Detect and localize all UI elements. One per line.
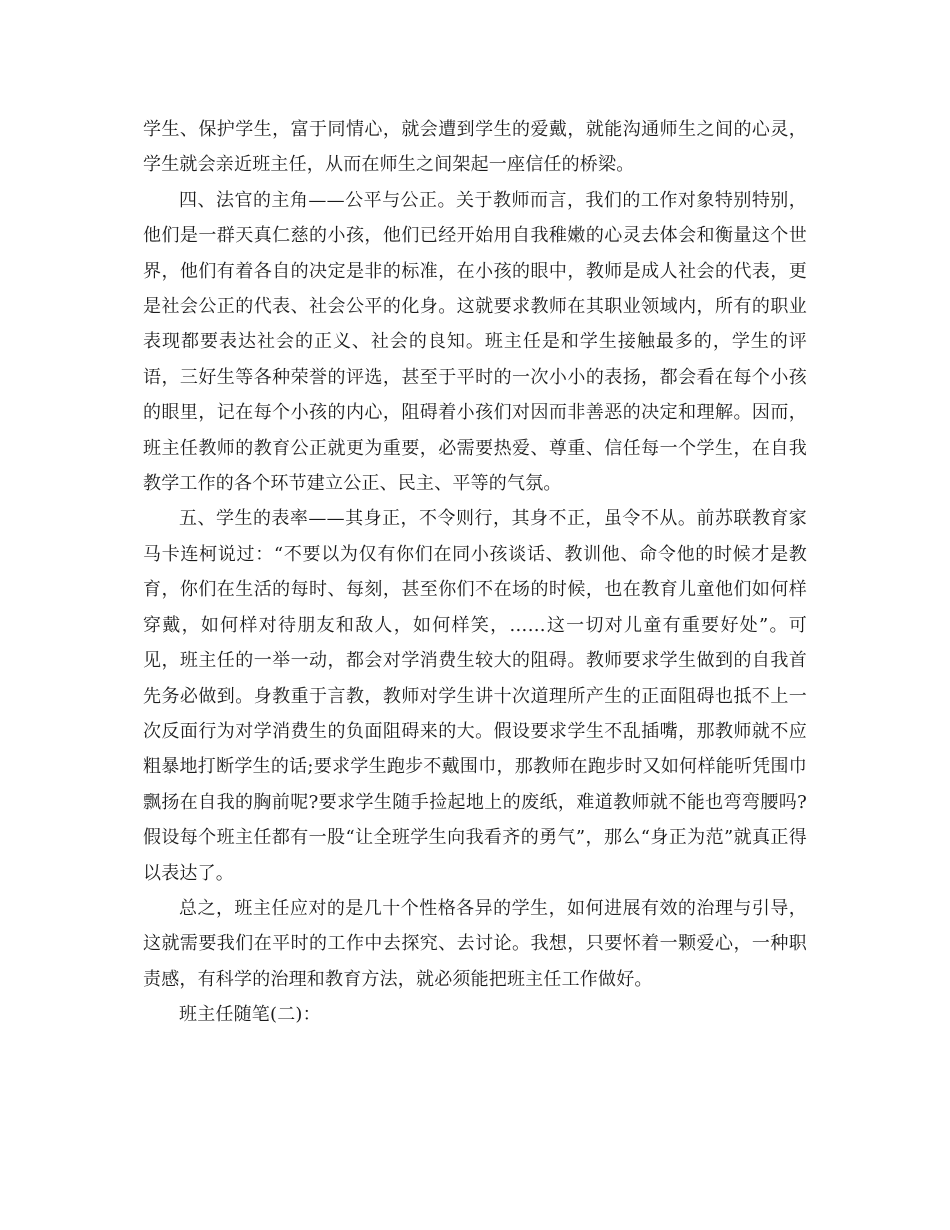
paragraph-role-model: 五、学生的表率——其身正，不令则行，其身不正，虽令不从。前苏联教育家马卡连柯说过：“不要以为仅有你们在同小孩谈话、教训他、命令他的时候才是教育，你们在生活的每时、每刻，甚至你们不在场的时候，也在教育儿童他们如何样穿戴，如何样对待朋友和敌人，如何样笑，……这一切对儿童有重要好处”。可见，班主任的一举一动，都会对学消费生较大的阻碍。教师要求学生做到的自我首先务必做到。身教重于言教，教师对学生讲十次道理所产生的正面阻碍也抵不上一次反面行为对学消费生的负面阻碍来的大。假设要求学生不乱插嘴，那教师就不应粗暴地打断学生的话;要求学生跑步不戴围巾，那教师在跑步时又如何样能听凭围巾飘扬在自我的胸前呢?要求学生随手捡起地上的废纸，难道教师就不能也弯弯腰吗?假设每个班主任都有一股“让全班学生向我看齐的勇气”，那么“身正为范”就真正得以表达了。 [143,508,807,884]
paragraph-judge-role: 四、法官的主角——公平与公正。关于教师而言，我们的工作对象特别特别，他们是一群天真仁慈的小孩，他们已经开始用自我稚嫩的心灵去体会和衡量这个世界，他们有着各自的决定是非的标准，在小孩的眼中，教师是成人社会的代表，更是社会公正的代表、社会公平的化身。这就要求教师在其职业领域内，所有的职业表现都要表达社会的正义、社会的良知。班主任是和学生接触最多的，学生的评语，三好生等各种荣誉的评选，甚至于平时的一次小小的表扬，都会看在每个小孩的眼里，记在每个小孩的内心，阻碍着小孩们对因而非善恶的决定和理解。因而，班主任教师的教育公正就更为重要，必需要热爱、尊重、信任每一个学生，在自我教学工作的各个环节建立公正、民主、平等的气氛。 [143,189,807,495]
section-heading: 班主任随笔(二)： [179,1004,321,1026]
document-body [143,112,807,1033]
paragraph-conclusion: 总之，班主任应对的是几十个性格各异的学生，如何进展有效的治理与引导，这就需要我们在平时的工作中去探究、去讨论。我想，只要怀着一颗爱心，一种职责感，有科学的治理和教育方法，就必须能把班主任工作做好。 [143,897,807,990]
paragraph-continuation: 学生、保护学生，富于同情心，就会遭到学生的爱戴，就能沟通师生之间的心灵，学生就会亲近班主任，从而在师生之间架起一座信任的桥梁。 [143,119,807,176]
